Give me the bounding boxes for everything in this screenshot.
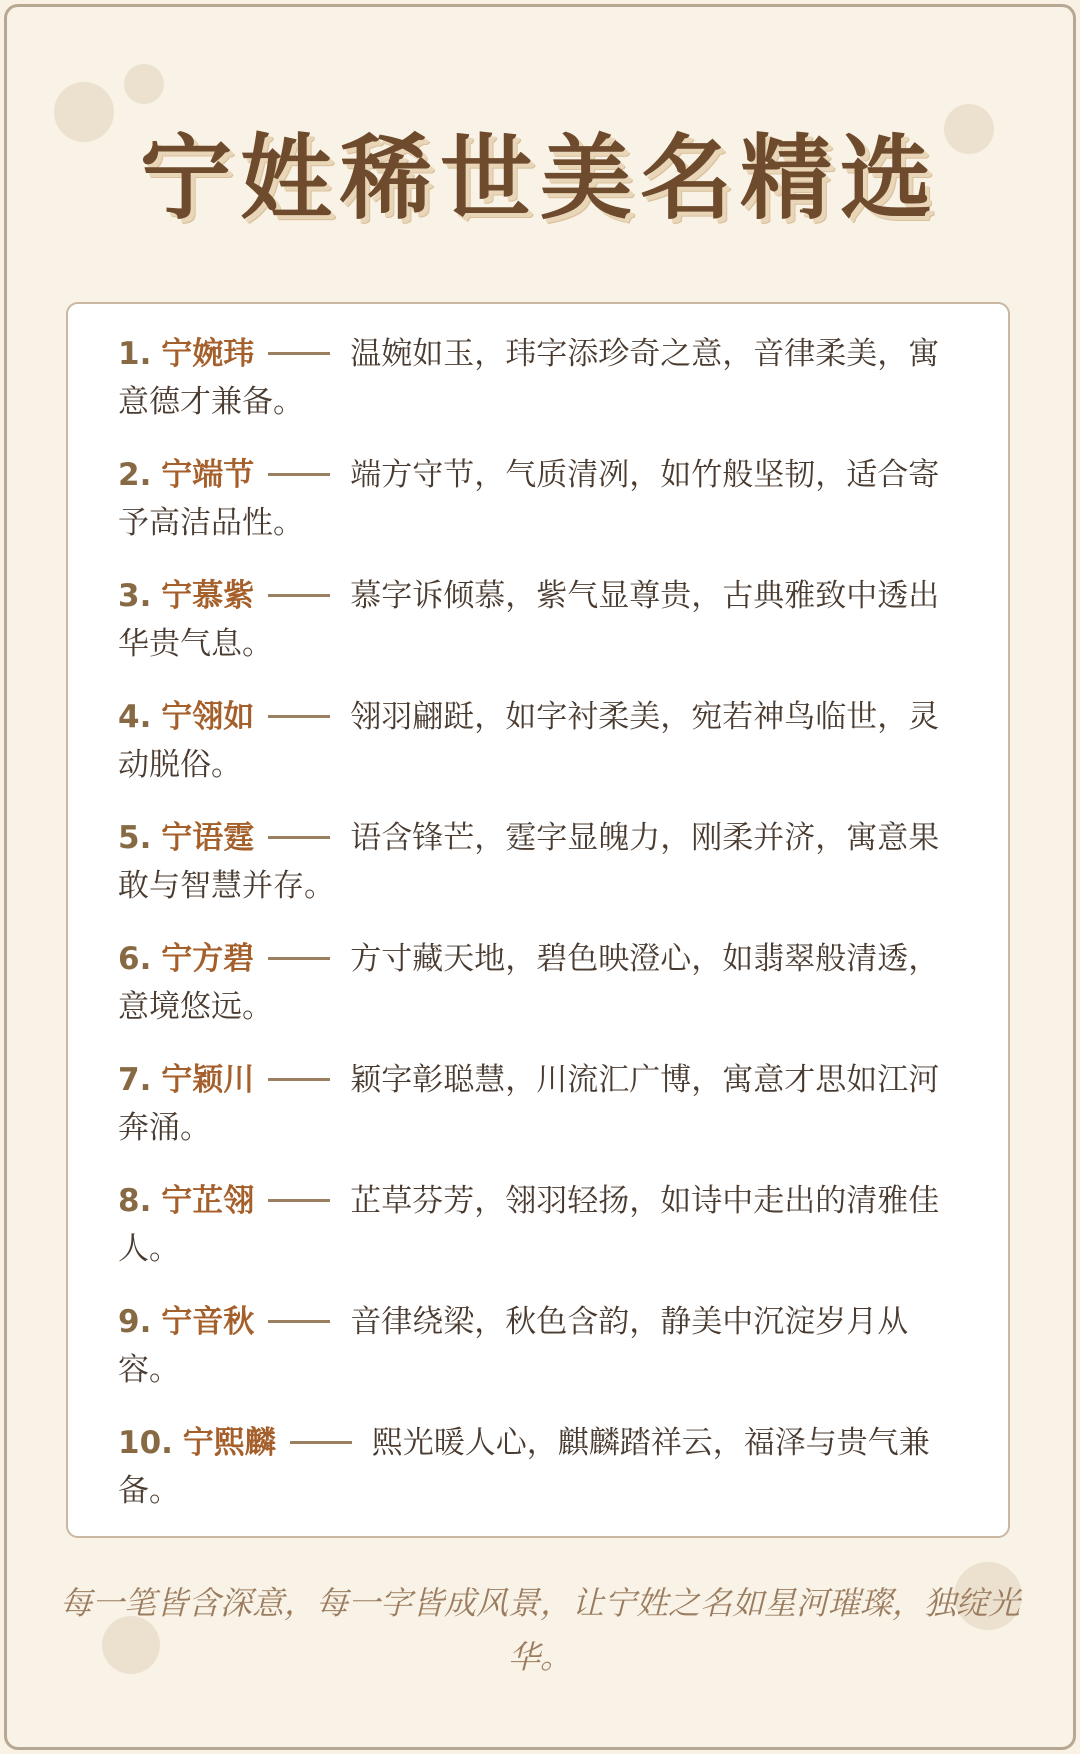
dash-separator bbox=[268, 473, 330, 476]
item-number: 10. bbox=[118, 1425, 173, 1461]
item-number: 3. bbox=[118, 578, 152, 614]
item-description: 慕字诉倾慕，紫气显尊贵，古典雅致中透出华贵气息。 bbox=[118, 578, 940, 662]
item-description: 颖字彰聪慧，川流汇广博，寓意才思如江河奔涌。 bbox=[118, 1062, 940, 1146]
item-name: 宁语霆 bbox=[161, 820, 255, 856]
decorative-circle bbox=[124, 64, 164, 104]
item-number: 7. bbox=[118, 1062, 152, 1098]
list-item bbox=[118, 1298, 968, 1394]
item-description: 温婉如玉，玮字添珍奇之意，音律柔美，寓意德才兼备。 bbox=[118, 336, 940, 420]
footer-caption: 每一笔皆含深意，每一字皆成风景，让宁姓之名如星河璀璨，独绽光华。 bbox=[60, 1584, 1021, 1676]
item-name: 宁翎如 bbox=[161, 699, 255, 735]
dash-separator bbox=[268, 1320, 330, 1323]
list-item bbox=[118, 935, 968, 1031]
item-name: 宁熙麟 bbox=[182, 1425, 276, 1461]
item-name: 宁颖川 bbox=[161, 1062, 255, 1098]
item-description: 音律绕梁，秋色含韵，静美中沉淀岁月从容。 bbox=[118, 1304, 909, 1388]
dash-separator bbox=[268, 352, 330, 355]
item-description: 熙光暖人心，麒麟踏祥云，福泽与贵气兼备。 bbox=[118, 1425, 930, 1509]
list-item bbox=[118, 1056, 968, 1152]
list-item bbox=[118, 572, 968, 668]
item-number: 9. bbox=[118, 1304, 152, 1340]
dash-separator bbox=[268, 594, 330, 597]
item-number: 8. bbox=[118, 1183, 152, 1219]
item-description: 语含锋芒，霆字显魄力，刚柔并济，寓意果敢与智慧并存。 bbox=[118, 820, 940, 904]
item-name: 宁方碧 bbox=[161, 941, 255, 977]
dash-separator bbox=[268, 957, 330, 960]
item-description: 芷草芬芳，翎羽轻扬，如诗中走出的清雅佳人。 bbox=[118, 1183, 940, 1267]
page-title: 宁姓稀世美名精选 bbox=[139, 125, 940, 232]
item-number: 2. bbox=[118, 457, 152, 493]
item-number: 4. bbox=[118, 699, 152, 735]
item-description: 方寸藏天地，碧色映澄心，如翡翠般清透，意境悠远。 bbox=[118, 941, 940, 1025]
list-item bbox=[118, 1419, 968, 1515]
list-item bbox=[118, 1177, 968, 1273]
item-number: 1. bbox=[118, 336, 152, 372]
item-description: 翎羽翩跹，如字衬柔美，宛若神鸟临世，灵动脱俗。 bbox=[118, 699, 940, 783]
item-description: 端方守节，气质清冽，如竹般坚韧，适合寄予高洁品性。 bbox=[118, 457, 940, 541]
item-number: 6. bbox=[118, 941, 152, 977]
dash-separator bbox=[268, 1199, 330, 1202]
item-name: 宁端节 bbox=[161, 457, 255, 493]
list-item bbox=[118, 814, 968, 910]
dash-separator bbox=[290, 1441, 352, 1444]
list-item bbox=[118, 451, 968, 547]
dash-separator bbox=[268, 1078, 330, 1081]
dash-separator bbox=[268, 715, 330, 718]
list-item bbox=[118, 693, 968, 789]
item-name: 宁芷翎 bbox=[161, 1183, 255, 1219]
names-card bbox=[66, 302, 1010, 1538]
list-item bbox=[118, 330, 968, 426]
item-name: 宁音秋 bbox=[161, 1304, 255, 1340]
item-name: 宁婉玮 bbox=[161, 336, 255, 372]
dash-separator bbox=[268, 836, 330, 839]
item-name: 宁慕紫 bbox=[161, 578, 255, 614]
item-number: 5. bbox=[118, 820, 152, 856]
